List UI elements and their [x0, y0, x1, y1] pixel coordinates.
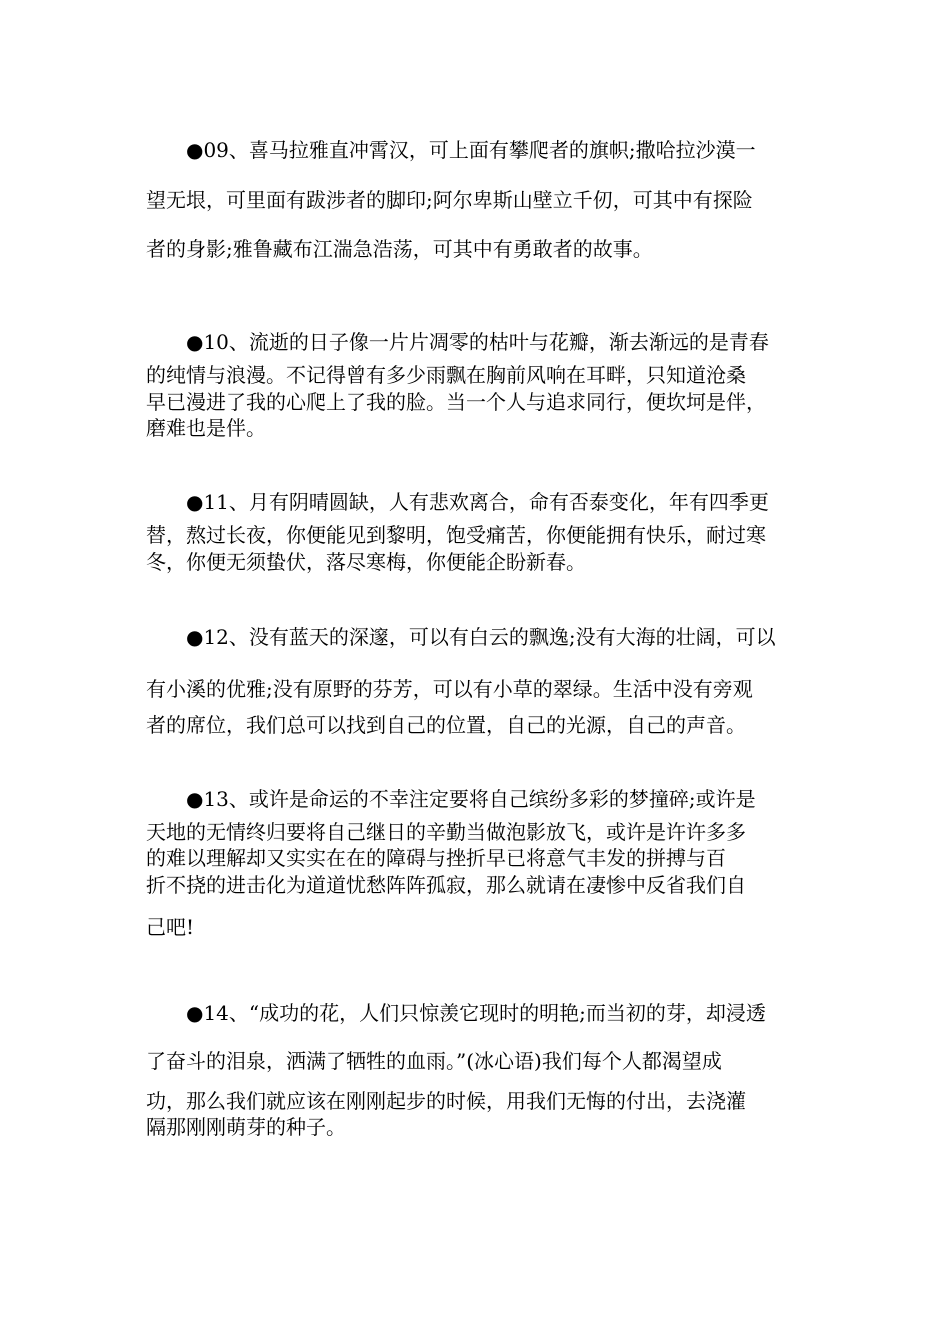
paragraph-line: 替，熬过长夜，你便能见到黎明，饱受痛苦，你便能拥有快乐，耐过寒: [146, 523, 766, 547]
paragraph-line: ●10、流逝的日子像一片片凋零的枯叶与花瓣，渐去渐远的是青春: [186, 330, 769, 354]
paragraph-line: 早已漫进了我的心爬上了我的脸。当一个人与追求同行，便坎坷是伴，: [146, 390, 766, 414]
paragraph-line: 有小溪的优雅;没有原野的芬芳，可以有小草的翠绿。生活中没有旁观: [146, 677, 753, 701]
paragraph-line: ●12、没有蓝天的深邃，可以有白云的飘逸;没有大海的壮阔，可以: [186, 625, 776, 649]
paragraph-line: ●14、“成功的花，人们只惊羡它现时的明艳;而当初的芽，却浸透: [186, 1001, 766, 1025]
paragraph-line: 磨难也是伴。: [146, 416, 266, 440]
paragraph-line: 冬，你便无须蛰伏，落尽寒梅，你便能企盼新春。: [146, 550, 586, 574]
paragraph-line: 功，那么我们就应该在刚刚起步的时候，用我们无悔的付出，去浇灌: [146, 1089, 746, 1113]
paragraph-line: 的纯情与浪漫。不记得曾有多少雨飘在胸前风响在耳畔，只知道沧桑: [146, 363, 746, 387]
paragraph-line: 折不挠的进击化为道道忧愁阵阵孤寂，那么就请在凄惨中反省我们自: [146, 873, 746, 897]
paragraph-line: ●13、或许是命运的不幸注定要将自己缤纷多彩的梦撞碎;或许是: [186, 787, 756, 811]
paragraph-line: ●11、月有阴晴圆缺，人有悲欢离合，命有否泰变化，年有四季更: [186, 490, 769, 514]
paragraph-line: 望无垠，可里面有跋涉者的脚印;阿尔卑斯山壁立千仞，可其中有探险: [146, 188, 753, 212]
paragraph-line: 己吧!: [146, 915, 195, 939]
paragraph-line: 者的身影;雅鲁藏布江湍急浩荡，可其中有勇敢者的故事。: [146, 237, 653, 261]
paragraph-line: 了奋斗的泪泉，洒满了牺牲的血雨。”(冰心语)我们每个人都渴望成: [146, 1049, 722, 1073]
paragraph-line: 天地的无情终归要将自己继日的辛勤当做泡影放飞，或许是许许多多: [146, 820, 746, 844]
paragraph-line: ●09、喜马拉雅直冲霄汉，可上面有攀爬者的旗帜;撒哈拉沙漠一: [186, 138, 756, 162]
paragraph-line: 者的席位，我们总可以找到自己的位置，自己的光源，自己的声音。: [146, 713, 746, 737]
paragraph-line: 隔那刚刚萌芽的种子。: [146, 1115, 346, 1139]
paragraph-line: 的难以理解却又实实在在的障碍与挫折早已将意气丰发的拼搏与百: [146, 846, 726, 870]
